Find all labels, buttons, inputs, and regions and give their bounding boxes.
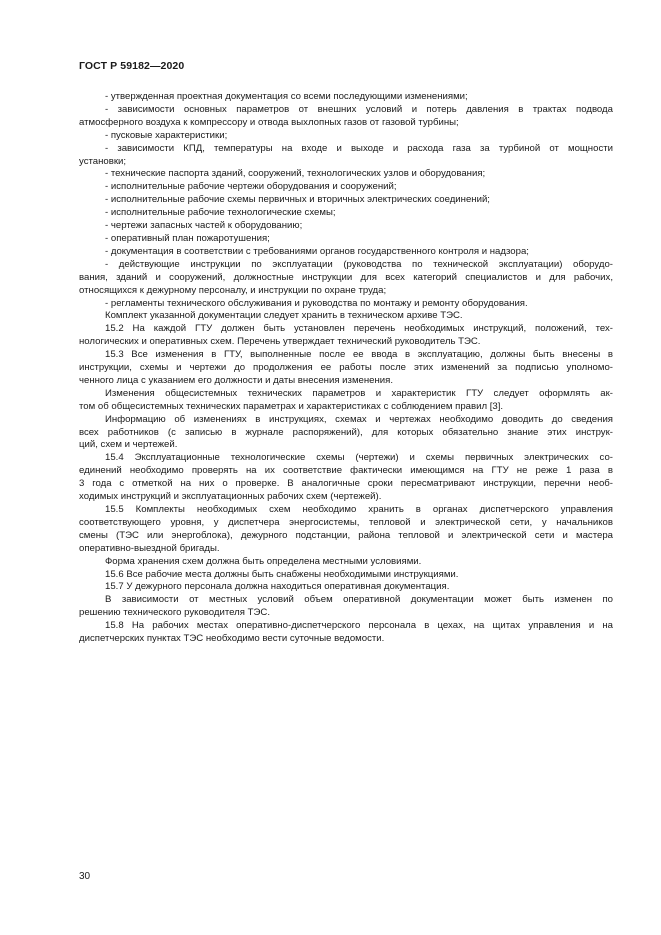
text-line: ций, схем и чертежей.: [79, 439, 178, 451]
text-line: 15.4 Эксплуатационные технологические схемы (чертежи) и схемы первичных электрических со-: [105, 452, 613, 464]
text-line: смены (ТЭС или энергоблока), дежурного подстанции, района тепловой и электрической сети и мастера: [79, 529, 613, 541]
text-line: Форма хранения схем должна быть определена местными условиями.: [105, 555, 422, 567]
text-line: - действующие инструкции по эксплуатации (руководства по технической эксплуатации) оборудо-: [105, 258, 613, 270]
text-line: - утвержденная проектная документация со всеми последующими изменениями;: [105, 91, 468, 102]
text-line: - зависимости основных параметров от внешних условий и потерь давления в трактах подвода: [105, 103, 613, 115]
page-number: 30: [79, 871, 91, 882]
text-line: - исполнительные рабочие схемы первичных и вторичных электрических соединений;: [105, 194, 490, 206]
text-line: В зависимости от местных условий объем оперативной документации может быть изменен по: [105, 594, 613, 606]
text-line: относящихся к дежурному персоналу, и инструкции по охране труда;: [79, 284, 387, 296]
text-line: 15.6 Все рабочие места должны быть снабжены необходимыми инструкциями.: [105, 568, 459, 580]
text-line: атмосферного воздуха к компрессору и отвода выхлопных газов от газовой турбины;: [79, 116, 459, 128]
text-line: Изменения общесистемных технических параметров и характеристик ГТУ следует оформлять ак-: [105, 387, 613, 399]
text-line: - документация в соответствии с требованиями органов государственного контроля и надзора;: [105, 245, 529, 257]
text-line: Информацию об изменениях в инструкциях, схемах и чертежах необходимо доводить до сведения: [105, 413, 613, 425]
text-line: - технические паспорта зданий, сооружений, технологических узлов и оборудования;: [105, 168, 486, 180]
text-line: решению технического руководителя ТЭС.: [79, 607, 270, 619]
text-line: соответствующего уровня, у диспетчера энергосистемы, тепловой и электрической сети, у начальников: [79, 516, 613, 528]
text-line: всех работников (с записью в журнале распоряжений), для которых обязательно знание этих инструк-: [79, 426, 613, 438]
text-line: 3 года с отметкой на них о проверке. В аналогичные сроки пересматривают инструкции, перечни необ-: [79, 478, 613, 490]
text-line: 15.2 На каждой ГТУ должен быть установлен перечень необходимых инструкций, положений, тех-: [105, 323, 613, 335]
text-line: - зависимости КПД, температуры на входе и выходе и расхода газа за турбиной от мощности: [105, 142, 613, 154]
text-line: - регламенты технического обслуживания и руководства по монтажу и ремонту оборудования.: [105, 297, 528, 309]
text-line: единений необходимо проверять на их соответствие фактически имеющимся на ГТУ не реже 1 раза в: [79, 465, 613, 477]
text-line: вания, зданий и сооружений, должностные инструкции для всех категорий специалистов и для рабочих,: [79, 271, 613, 283]
document-body: [79, 91, 613, 646]
text-line: - исполнительные рабочие технологические схемы;: [105, 207, 336, 219]
text-line: Комплект указанной документации следует хранить в техническом архиве ТЭС.: [105, 310, 463, 322]
text-line: 15.7 У дежурного персонала должна находиться оперативная документация.: [105, 581, 450, 593]
text-line: 15.5 Комплекты необходимых схем необходимо хранить в органах диспетчерского управления: [105, 504, 613, 515]
text-line: установки;: [79, 155, 127, 167]
text-line: инструкции, схемы и чертежи до продолжения ее работы после этих изменений за подписью уполномо-: [79, 362, 613, 374]
text-line: 15.3 Все изменения в ГТУ, выполненные после ее ввода в эксплуатацию, должны быть внесены в: [105, 349, 613, 361]
text-line: - оперативный план пожаротушения;: [105, 232, 270, 244]
text-line: ходимых инструкций и эксплуатационных рабочих схем (чертежей).: [79, 491, 382, 503]
text-line: - чертежи запасных частей к оборудованию;: [105, 220, 303, 232]
text-line: ченного лица с указанием его должности и даты внесения изменения.: [79, 374, 394, 386]
text-line: диспетчерских пунктах ТЭС необходимо вести суточные ведомости.: [79, 633, 385, 645]
text-line: 15.8 На рабочих местах оперативно-диспетчерского персонала в цехах, на щитах управления и на: [105, 620, 613, 632]
text-line: - пусковые характеристики;: [105, 129, 228, 141]
text-line: - исполнительные рабочие чертежи оборудования и сооружений;: [105, 181, 397, 193]
text-line: том об общесистемных технических параметрах и характеристиках с соблюдением правил [3].: [79, 400, 504, 412]
text-line: нологических и оперативных схем. Перечень утверждает технический руководитель ТЭС.: [79, 336, 481, 348]
document-header: ГОСТ Р 59182—2020: [79, 60, 185, 72]
text-line: оперативно-выездной бригады.: [79, 542, 220, 554]
